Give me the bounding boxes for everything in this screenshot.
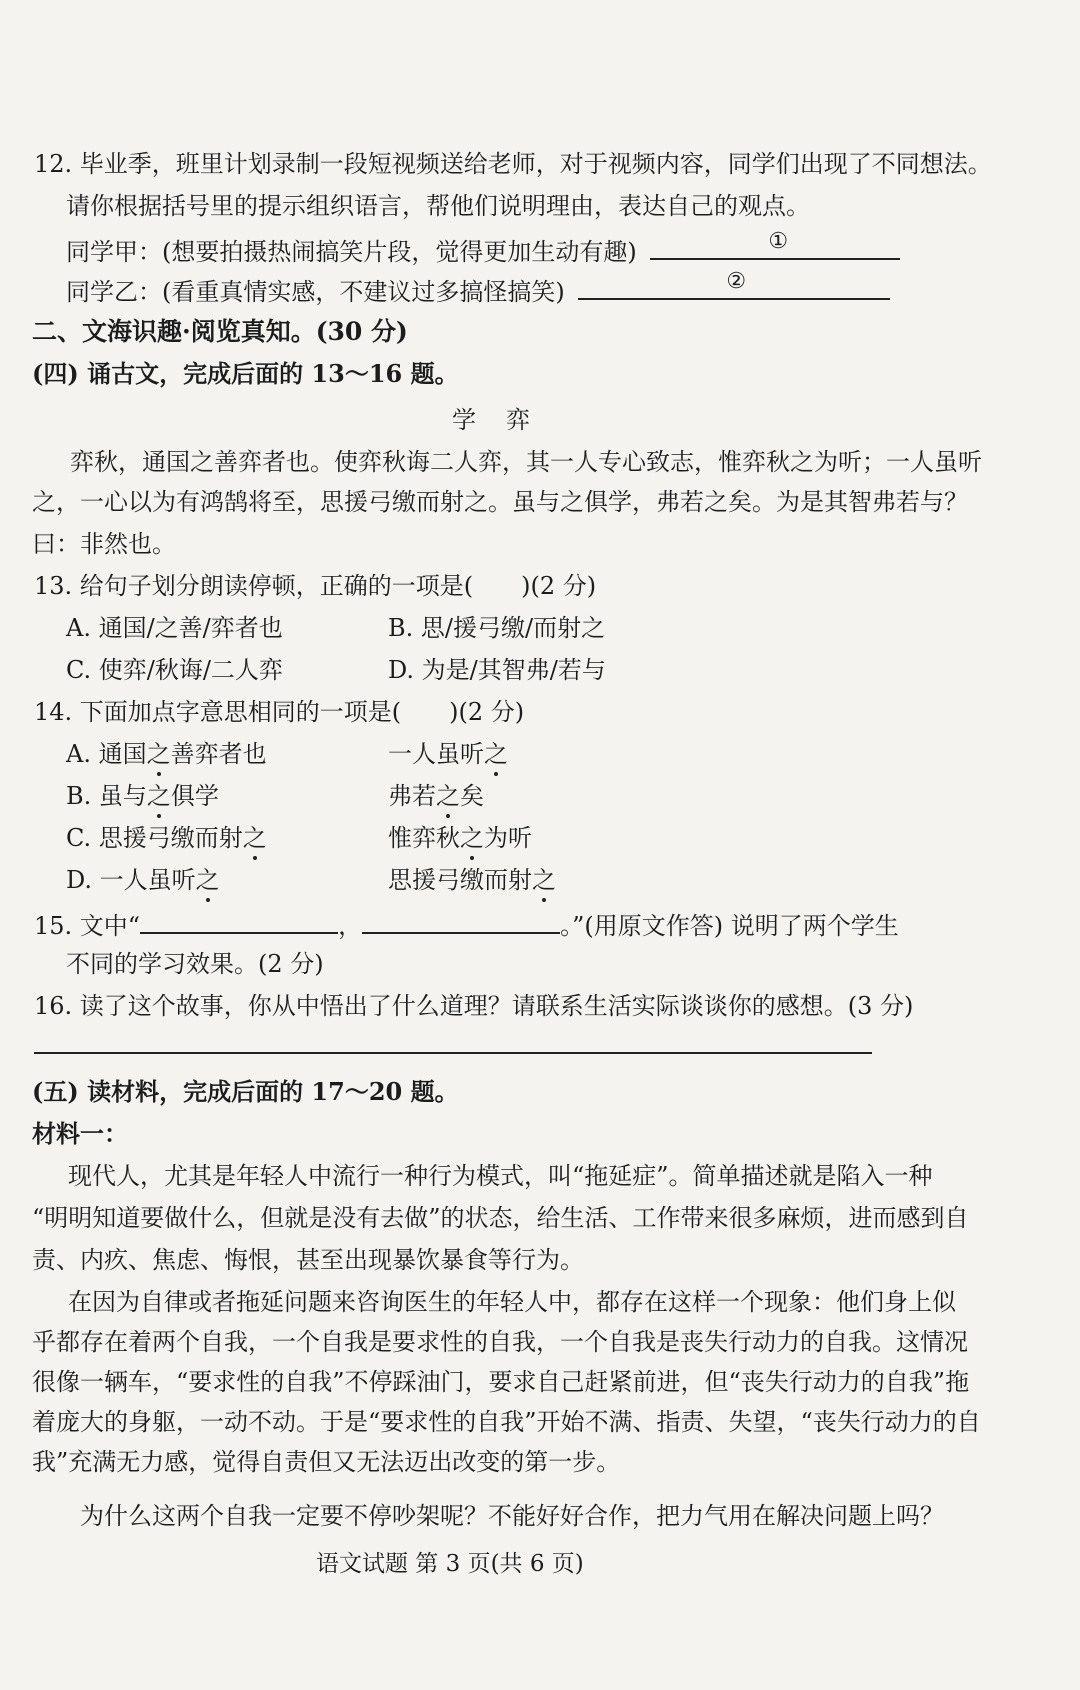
part4-heading: (四) 诵古文，完成后面的 13～16 题。 [32,359,459,388]
passage-title: 学弈 [452,406,560,434]
q12-student-a-text: 同学甲：(想要拍摄热闹搞笑片段，觉得更加生动有趣) [66,238,637,266]
q14-option-b[interactable] [66,780,219,812]
q14-option-a-compare [388,738,508,770]
option-text: D. 一人虽听 [66,866,196,894]
q14-option-d[interactable] [66,864,220,896]
q15-prefix: 15. 文中“ [34,912,141,940]
passage-line-1: 弈秋，通国之善弈者也。使弈秋诲二人弈，其一人专心致志，惟弈秋之为听；一人虽听 [70,448,982,476]
dotted-char: 之 [532,866,556,894]
q13-stem: 13. 给句子划分朗读停顿，正确的一项是( )(2 分) [34,572,597,600]
q15-line1 [34,906,899,942]
option-text: 思援弓缴而射 [388,866,532,894]
option-text: C. 思援弓缴而射 [66,824,243,852]
q14-option-b-compare [388,780,484,812]
q15-answer-blank-2[interactable] [362,906,560,934]
dotted-char: 之 [146,782,171,810]
q14-option-c-compare [388,822,532,854]
material-p2-line4: 着庞大的身躯，一动不动。于是“要求性的自我”开始不满、指责、失望，“丧失行动力的自 [32,1408,981,1436]
option-text: 矣 [460,782,484,810]
q14-option-c[interactable] [66,822,267,854]
q16-answer-line[interactable] [34,1052,872,1054]
material-p2-line2: 乎都存在着两个自我，一个自我是要求性的自我，一个自我是丧失行动力的自我。这情况 [32,1328,968,1356]
option-text: 善弈者也 [170,740,267,768]
q13-option-b[interactable]: B. 思/援弓缴/而射之 [388,614,606,642]
passage-line-3: 曰：非然也。 [32,530,176,558]
q13-option-c[interactable]: C. 使弈/秋诲/二人弈 [66,656,283,684]
material-p2-line1: 在因为自律或者拖延问题来咨询医生的年轻人中，都存在这样一个现象：他们身上似 [68,1288,956,1316]
q14-option-d-compare [388,864,556,896]
q12-answer-blank-2[interactable] [578,269,890,300]
material-p1-line2: “明明知道要做什么，但就是没有去做”的状态，给生活、工作带来很多麻烦，进而感到自 [32,1204,969,1232]
dotted-char: 之 [484,740,508,768]
material1-label: 材料一： [32,1119,128,1148]
q12-answer-blank-1[interactable] [650,229,900,260]
section2-heading: 二、文海识趣·阅览真知。(30 分) [32,317,408,346]
option-text: 为听 [484,824,532,852]
q12-line2: 请你根据括号里的提示组织语言，帮他们说明理由，表达自己的观点。 [66,192,810,220]
q15-suffix: 。”(用原文作答) 说明了两个学生 [560,912,899,940]
option-text: 一人虽听 [388,740,484,768]
dotted-char: 之 [242,824,267,852]
page-footer: 语文试题 第 3 页(共 6 页) [316,1551,584,1577]
option-text: 弗若 [388,782,436,810]
dotted-char: 之 [436,782,460,810]
q16-stem: 16. 读了这个故事，你从中悟出了什么道理？请联系生活实际谈谈你的感想。(3 分) [34,992,914,1020]
material-p2-line5: 我”充满无力感，觉得自责但又无法迈出改变的第一步。 [32,1448,621,1476]
blank-number-2: ② [726,269,747,294]
dotted-char: 之 [146,740,171,768]
passage-line-2: 之，一心以为有鸿鹄将至，思援弓缴而射之。虽与之俱学，弗若之矣。为是其智弗若与？ [32,488,968,516]
material-p1-line1: 现代人，尤其是年轻人中流行一种行为模式，叫“拖延症”。简单描述就是陷入一种 [68,1162,933,1190]
q15-answer-blank-1[interactable] [140,906,338,934]
option-text: 俱学 [170,782,219,810]
option-text: A. 通国 [66,740,147,768]
q13-option-a[interactable]: A. 通国/之善/弈者也 [66,614,283,642]
material-p2-line3: 很像一辆车，“要求性的自我”不停踩油门，要求自己赶紧前进，但“丧失行动力的自我”拖 [32,1368,970,1396]
q13-option-d[interactable]: D. 为是/其智弗/若与 [388,656,606,684]
part5-heading: (五) 读材料，完成后面的 17～20 题。 [32,1077,459,1106]
q12-student-b-text: 同学乙：(看重真情实感，不建议过多搞怪搞笑) [66,278,565,306]
dotted-char: 之 [195,866,220,894]
q12-line1: 12. 毕业季，班里计划录制一段短视频送给老师，对于视频内容，同学们出现了不同想法。 [34,150,992,178]
q15-line2: 不同的学习效果。(2 分) [66,950,324,978]
dotted-char: 之 [460,824,484,852]
material-p3: 为什么这两个自我一定要不停吵架呢？不能好好合作，把力气用在解决问题上吗？ [80,1502,944,1530]
blank-number-1: ① [768,229,789,254]
option-text: 惟弈秋 [388,824,460,852]
q14-option-a[interactable] [66,738,267,770]
q12-student-a [66,229,900,268]
q12-student-b [66,269,890,308]
q14-stem: 14. 下面加点字意思相同的一项是( )(2 分) [34,698,525,726]
material-p1-line3: 责、内疚、焦虑、悔恨，甚至出现暴饮暴食等行为。 [32,1246,584,1274]
option-text: B. 虽与 [66,782,147,810]
q15-sep: ， [338,912,363,940]
